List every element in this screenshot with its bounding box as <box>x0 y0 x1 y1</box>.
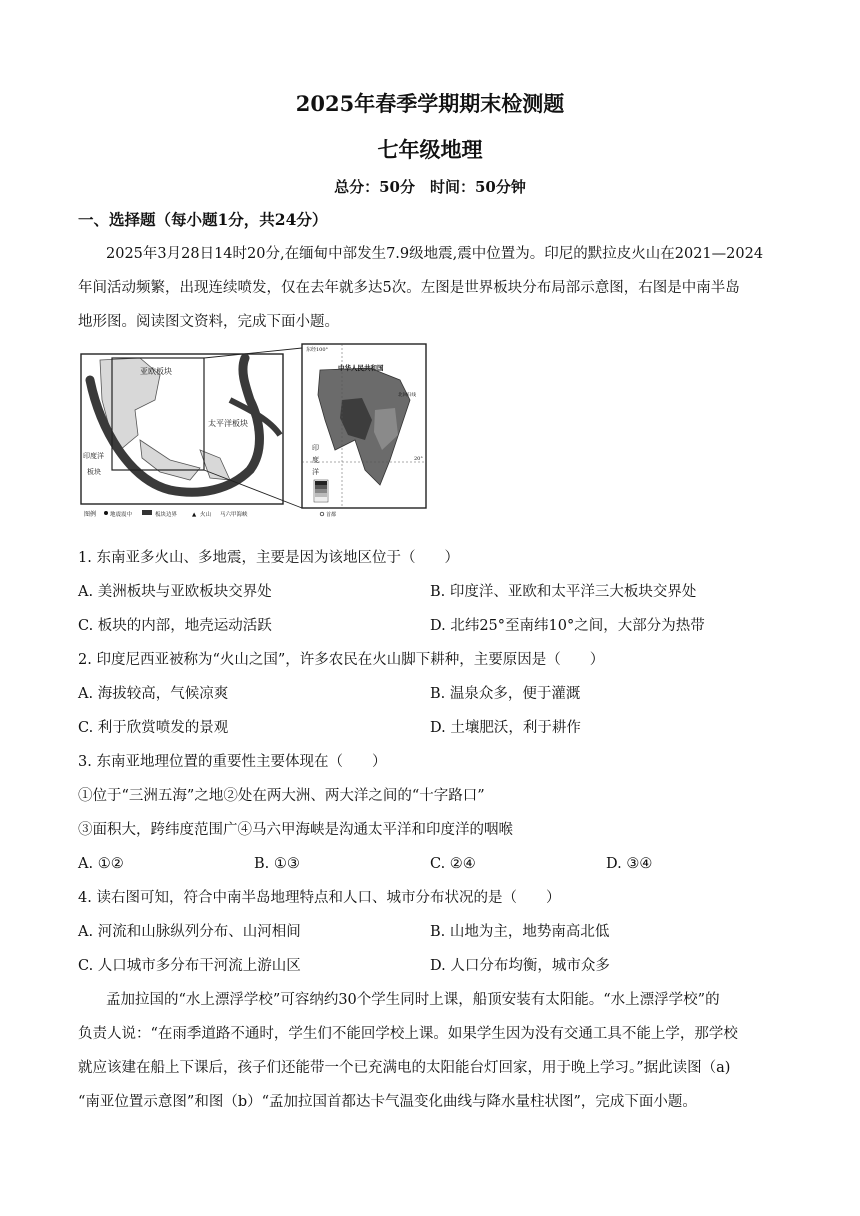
section-heading: 一、选择题（每小题1分，共24分） <box>78 210 328 229</box>
question-4-option-a: A. 河流和山脉纵列分布、山河相间 <box>78 924 301 940</box>
label-pacific-plate: 太平洋板块 <box>208 419 248 428</box>
map-figure <box>80 340 430 522</box>
label-tropic: 北回归线 <box>398 393 416 398</box>
passage-2-line-1: 孟加拉国的“水上漂浮学校”可容纳约30个学生同时上课，船顶安装有太阳能。“水上漂浮学校”的 <box>106 992 720 1008</box>
passage-2-line-3: 就应该建在船上下课后，孩子们还能带一个已充满电的太阳能台灯回家，用于晚上学习。”据此读图（a) <box>78 1060 731 1076</box>
question-4-stem: 4. 读右图可知，符合中南半岛地理特点和人口、城市分布状况的是（ ） <box>78 890 561 906</box>
intro-line-1: 2025年3月28日14时20分,在缅甸中部发生7.9级地震,震中位置为。印尼的默拉皮火山在2021—2024 <box>106 246 764 262</box>
label-yang: 洋 <box>312 468 319 476</box>
question-3-option-d: D. ③④ <box>606 856 653 872</box>
legend-boundary: 板块边界 <box>155 512 178 518</box>
question-2-option-a: A. 海拔较高，气候凉爽 <box>78 686 229 702</box>
legend-strait: 马六甲海峡 <box>220 512 248 518</box>
passage-2-line-4: “南亚位置示意图”和图（b）“孟加拉国首都达卡气温变化曲线与降水量柱状图”，完成下面小题。 <box>78 1094 697 1110</box>
question-1-stem: 1. 东南亚多火山、多地震，主要是因为该地区位于（ ） <box>78 550 459 566</box>
legend-volcano-icon: ▲ <box>192 512 197 518</box>
label-china: 中华人民共和国 <box>338 364 384 372</box>
question-1-option-a: A. 美洲板块与亚欧板块交界处 <box>78 584 272 600</box>
question-4-option-b: B. 山地为主，地势南高北低 <box>430 924 610 940</box>
question-3-stem: 3. 东南亚地理位置的重要性主要体现在（ ） <box>78 754 387 770</box>
question-4-option-c: C. 人口城市多分布干河流上游山区 <box>78 958 301 974</box>
legend-epicenter-icon <box>104 511 108 515</box>
capital-icon <box>320 512 324 516</box>
legend-title: 图例 <box>84 511 97 518</box>
intro-line-3: 地形图。阅读图文资料，完成下面小题。 <box>78 314 339 330</box>
question-2-option-c: C. 利于欣赏喷发的景观 <box>78 720 229 736</box>
question-2-option-d: D. 土壤肥沃，利于耕作 <box>430 720 581 736</box>
question-3-option-c: C. ②④ <box>430 856 476 872</box>
question-2-stem: 2. 印度尼西亚被称为“火山之国”，许多农民在火山脚下耕种，主要原因是（ ） <box>78 652 605 668</box>
intro-line-2: 年间活动频繁，出现连续喷发，仅在去年就多达5次。左图是世界板块分布局部示意图，右图是中南半岛 <box>78 280 740 296</box>
question-3-statement-2: ③面积大，跨纬度范围广④马六甲海峡是沟通太平洋和印度洋的咽喉 <box>78 822 513 838</box>
label-east-100: 东经100° <box>306 347 329 353</box>
legend-boundary-icon <box>142 510 152 515</box>
question-3-option-b: B. ①③ <box>254 856 300 872</box>
question-4-option-d: D. 人口分布均衡，城市众多 <box>430 958 610 974</box>
question-3-statement-1: ①位于“三洲五海”之地②处在两大洲、两大洋之间的“十字路口” <box>78 788 485 804</box>
question-3-option-a: A. ①② <box>78 856 124 872</box>
label-du: 度 <box>312 456 319 464</box>
question-1-option-d: D. 北纬25°至南纬10°之间，大部分为热带 <box>430 618 705 634</box>
exam-meta: 总分：50分 时间：50分钟 <box>334 178 526 196</box>
question-1-option-c: C. 板块的内部，地壳运动活跃 <box>78 618 272 634</box>
label-indian-ocean: 印度洋 <box>83 452 104 460</box>
label-plate: 板块 <box>87 468 101 476</box>
legend-epicenter: 地震震中 <box>110 512 133 518</box>
label-eurasian-plate: 亚欧板块 <box>140 367 172 376</box>
exam-subject: 七年级地理 <box>377 137 483 162</box>
question-2-option-b: B. 温泉众多，便于灌溉 <box>430 686 581 702</box>
exam-title: 2025年春季学期期末检测题 <box>295 91 565 116</box>
legend-volcano: 火山 <box>200 512 212 518</box>
question-1-option-b: B. 印度洋、亚欧和太平洋三大板块交界处 <box>430 584 697 600</box>
label-yin: 印 <box>312 444 319 452</box>
legend-capital: 首都 <box>326 512 337 518</box>
passage-2-line-2: 负责人说：“在雨季道路不通时，学生们不能回学校上课。如果学生因为没有交通工具不能上学，那学校 <box>78 1026 738 1042</box>
label-20deg: 20° <box>414 456 423 462</box>
